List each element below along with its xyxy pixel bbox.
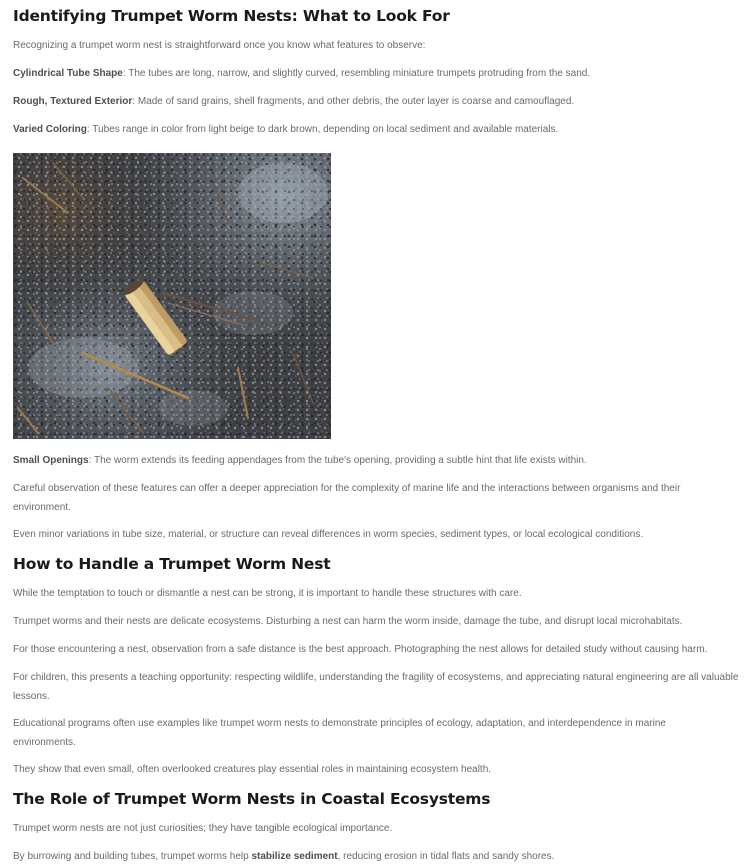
feature-term: Cylindrical Tube Shape <box>13 68 123 79</box>
role-text-bold: stabilize sediment <box>251 851 338 862</box>
section-heading-handle: How to Handle a Trumpet Worm Nest <box>13 555 331 573</box>
handle-paragraph-4: For children, this presents a teaching opportunity: respecting wildlife, understanding the fragility of ecosystems, and appreciating natural engineering are all valuable lessons. <box>13 672 739 702</box>
handle-paragraph-2: Trumpet worms and their nests are delicate ecosystems. Disturbing a nest can harm the worm inside, damage the tube, and disrupt local microhabitats. <box>13 616 683 627</box>
feature-text: : The tubes are long, narrow, and slightly curved, resembling miniature trumpets protruding from the sand. <box>122 68 591 79</box>
feature-item-exterior <box>13 93 574 112</box>
feature-item-coloring <box>13 121 558 140</box>
feature-text: : Made of sand grains, shell fragments, and other debris, the outer layer is coarse and camouflaged. <box>132 96 575 107</box>
feature-item-tube-shape <box>13 65 590 84</box>
feature-term: Varied Coloring <box>13 124 87 135</box>
intro-paragraph: Recognizing a trumpet worm nest is straightforward once you know what features to observe: <box>13 40 426 51</box>
feature-term: Rough, Textured Exterior <box>13 96 133 107</box>
role-text-after: , reducing erosion in tidal flats and sandy shores. <box>337 851 555 862</box>
role-text-before: By burrowing and building tubes, trumpet worms help <box>13 851 252 862</box>
photo-illustration <box>13 153 331 439</box>
trumpet-worm-nest-photo <box>13 153 331 439</box>
handle-paragraph-1: While the temptation to touch or dismantle a nest can be strong, it is important to handle these structures with care. <box>13 588 522 599</box>
observation-paragraph: Careful observation of these features can offer a deeper appreciation for the complexity of marine life and the interactions between organisms and their environment. <box>13 483 681 513</box>
feature-text: : The worm extends its feeding appendages from the tube's opening, providing a subtle hint that life exists within. <box>88 455 587 466</box>
handle-paragraph-3: For those encountering a nest, observation from a safe distance is the best approach. Photographing the nest allows for detailed study without causing harm. <box>13 644 708 655</box>
feature-text: : Tubes range in color from light beige to dark brown, depending on local sediment and available materials. <box>86 124 559 135</box>
variations-paragraph: Even minor variations in tube size, material, or structure can reveal differences in worm species, sediment types, or local ecological conditions. <box>13 529 644 540</box>
feature-item-openings <box>13 452 587 471</box>
handle-paragraph-6: They show that even small, often overlooked creatures play essential roles in maintaining ecosystem health. <box>13 764 492 775</box>
section-heading-identifying: Identifying Trumpet Worm Nests: What to Look For <box>13 7 450 25</box>
role-paragraph-1: Trumpet worm nests are not just curiosities; they have tangible ecological importance. <box>13 823 393 834</box>
role-paragraph-2 <box>13 848 554 867</box>
handle-paragraph-5: Educational programs often use examples like trumpet worm nests to demonstrate principles of ecology, adaptation, and interdependence in marine environments. <box>13 718 666 748</box>
section-heading-role: The Role of Trumpet Worm Nests in Coastal Ecosystems <box>13 790 491 808</box>
feature-term: Small Openings <box>13 455 89 466</box>
